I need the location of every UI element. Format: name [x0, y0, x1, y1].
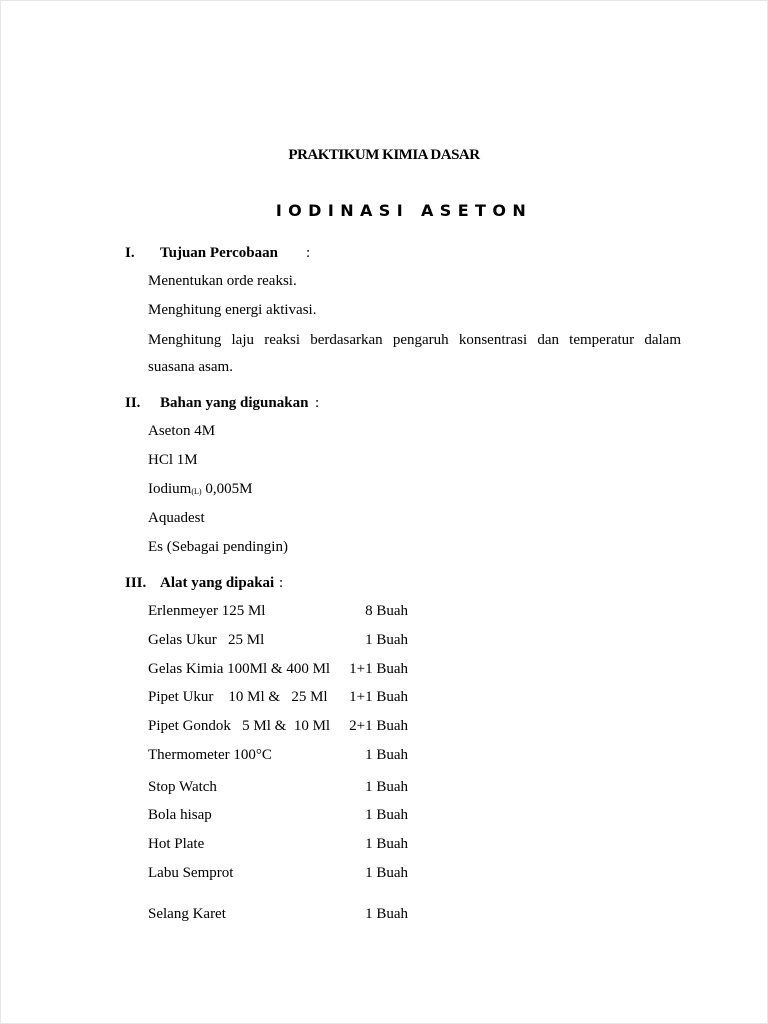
equipment-quantity: 8 Buah [365, 603, 408, 619]
section-1-number: I. [125, 245, 135, 261]
objective-item: Menghitung laju reaksi berdasarkan pengaruh konsentrasi dan temperatur dalam [148, 332, 681, 348]
section-3-title: Alat yang dipakai [160, 575, 275, 591]
equipment-name: Labu Semprot [148, 865, 234, 881]
equipment-quantity: 1 Buah [365, 747, 408, 763]
phase-subscript: (L) [191, 487, 202, 496]
equipment-quantity: 1+1 Buah [349, 689, 408, 705]
document-header: PRAKTIKUM KIMIA DASAR [288, 147, 480, 163]
equipment-quantity: 1+1 Buah [349, 661, 408, 677]
equipment-name: Selang Karet [148, 906, 226, 922]
section-2-number: II. [125, 395, 141, 411]
material-item: Aseton 4M [148, 423, 216, 439]
material-item-concentration: 0,005M [201, 481, 253, 497]
section-3-number: III. [125, 575, 147, 591]
equipment-quantity: 1 Buah [365, 906, 408, 922]
equipment-name: Hot Plate [148, 836, 205, 852]
section-2-colon: : [315, 395, 320, 411]
section-1-title: Tujuan Percobaan [160, 245, 278, 261]
equipment-quantity: 1 Buah [365, 865, 408, 881]
equipment-name: Stop Watch [148, 779, 217, 795]
equipment-quantity: 1 Buah [365, 632, 408, 648]
material-item-name: Iodium [148, 481, 192, 497]
equipment-name: Gelas Ukur 25 Ml [148, 632, 265, 648]
equipment-name: Pipet Ukur 10 Ml & 25 Ml [148, 689, 328, 705]
equipment-name: Pipet Gondok 5 Ml & 10 Ml [148, 718, 331, 734]
material-item [148, 480, 252, 501]
equipment-quantity: 1 Buah [365, 807, 408, 823]
section-1-colon: : [306, 245, 311, 261]
section-3-colon: : [279, 575, 284, 591]
equipment-quantity: 1 Buah [365, 836, 408, 852]
equipment-name: Gelas Kimia 100Ml & 400 Ml [148, 661, 331, 677]
objective-item: Menghitung energi aktivasi. [148, 302, 317, 318]
objective-item: Menentukan orde reaksi. [148, 273, 297, 289]
equipment-name: Erlenmeyer 125 Ml [148, 603, 266, 619]
section-2-title: Bahan yang digunakan [160, 395, 309, 411]
equipment-name: Thermometer 100°C [148, 747, 272, 763]
equipment-quantity: 2+1 Buah [349, 718, 408, 734]
material-item: HCl 1M [148, 452, 198, 468]
material-item: Aquadest [148, 510, 205, 526]
equipment-name: Bola hisap [148, 807, 212, 823]
document-title: IODINASI ASETON [275, 201, 533, 220]
material-item: Es (Sebagai pendingin) [148, 539, 288, 555]
objective-item-continuation: suasana asam. [148, 359, 233, 375]
equipment-quantity: 1 Buah [365, 779, 408, 795]
